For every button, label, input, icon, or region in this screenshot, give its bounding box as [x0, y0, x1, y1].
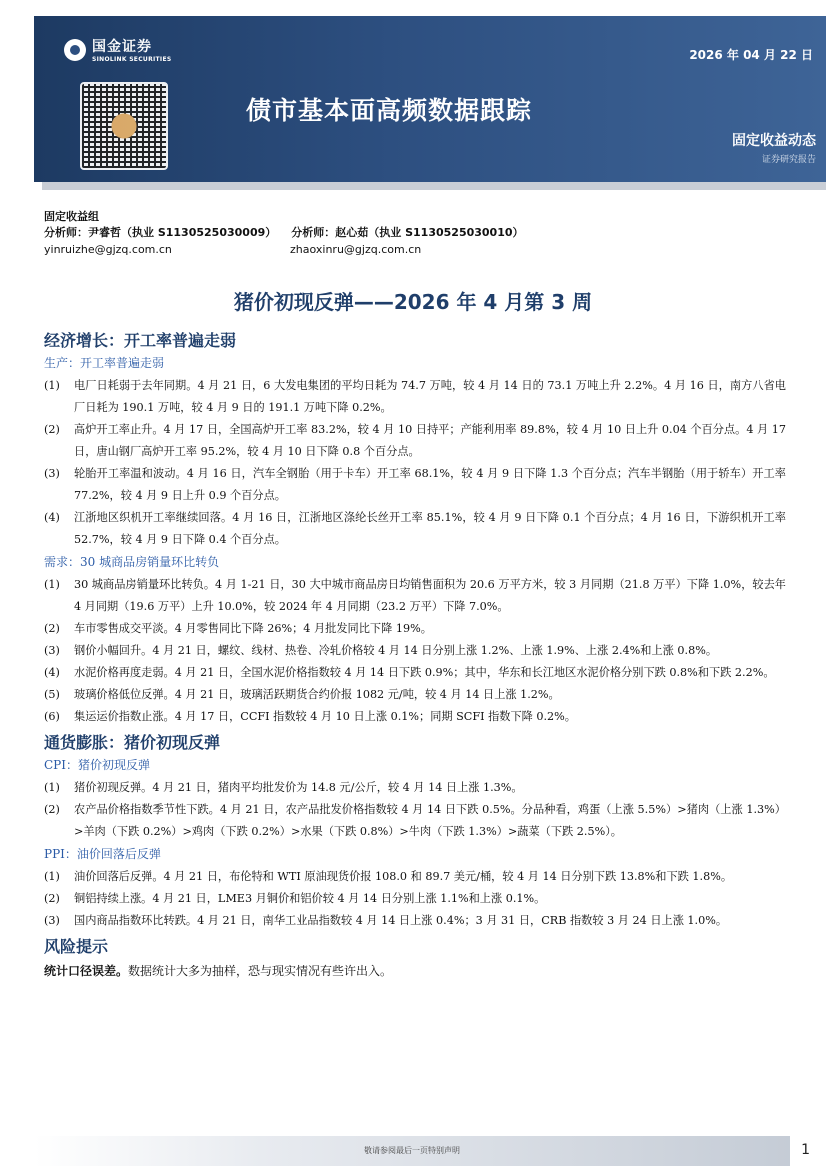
analyst1-email[interactable]: yinruizhe@gjzq.com.cn [44, 243, 172, 256]
company-logo [64, 36, 171, 63]
item-text: 油价回落后反弹。4 月 21 日，布伦特和 WTI 原油现货价报 108.0 和 89.7 美元/桶，较 4 月 14 日分别下跌 13.8%和下跌 1.8%。 [74, 870, 733, 883]
analyst1-name: 尹睿哲（执业 S1130525030009） [88, 226, 277, 239]
logo-icon [64, 39, 86, 61]
list-item [44, 507, 786, 551]
item-number: (5) [44, 688, 60, 701]
list-item [44, 888, 786, 910]
analyst-block [44, 209, 524, 241]
item-text: 钢价小幅回升。4 月 21 日，螺纹、线材、热卷、冷轧价格较 4 月 14 日分别上涨 1.2%、上涨 1.9%、上涨 2.4%和上涨 0.8%。 [74, 644, 718, 657]
item-number: (1) [44, 781, 60, 794]
list-item [44, 777, 786, 799]
section-heading-inflation: 通货膨胀：猪价初现反弹 [44, 733, 221, 752]
item-text: 玻璃价格低位反弹。4 月 21 日，玻璃活跃期货合约价报 1082 元/吨，较 4 月 14 日上涨 1.2%。 [74, 688, 560, 701]
subheading-demand: 需求：30 城商品房销量环比转负 [44, 555, 220, 569]
demand-list [44, 574, 786, 728]
item-text: 30 城商品房销量环比转负。4 月 1-21 日，30 大中城市商品房日均销售面积为 20.6 万平方米，较 3 月同期（21.8 万平）下降 1.0%，较去年 4 月同期（19.6 万平）上升 10.0%，较 2024 年 4 月同期（23.2 万平）下降 7.0%。 [74, 578, 786, 613]
item-number: (4) [44, 666, 60, 679]
page-number: 1 [801, 1142, 810, 1158]
footer-disclaimer[interactable]: 敬请参阅最后一页特别声明 [364, 1146, 460, 1155]
item-number: (1) [44, 870, 60, 883]
list-item [44, 684, 786, 706]
item-text: 集运运价指数止涨。4 月 17 日，CCFI 指数较 4 月 10 日上涨 0.1%；同期 SCFI 指数下降 0.2%。 [74, 710, 576, 723]
analyst2-name: 赵心茹（执业 S1130525030010） [335, 226, 524, 239]
item-number: (3) [44, 467, 60, 480]
page-title: 猪价初现反弹——2026 年 4 月第 3 周 [233, 290, 593, 314]
item-number: (2) [44, 892, 60, 905]
list-item [44, 662, 786, 684]
report-date: 2026 年 04 月 22 日 [689, 48, 813, 62]
analyst2-email[interactable]: zhaoxinru@gjzq.com.cn [290, 243, 422, 256]
item-number: (1) [44, 379, 60, 392]
item-text: 电厂日耗弱于去年同期。4 月 21 日，6 大发电集团的平均日耗为 74.7 万吨，较 4 月 14 日的 73.1 万吨上升 2.2%。4 月 16 日，南方八省电厂日耗为 190.1 万吨，较 4 月 9 日的 191.1 万吨下降 0.2%。 [74, 379, 786, 414]
list-item [44, 910, 786, 932]
list-item [44, 419, 786, 463]
list-item [44, 618, 786, 640]
subheading-cpi: CPI：猪价初现反弹 [44, 758, 150, 772]
item-text: 猪价初现反弹。4 月 21 日，猪肉平均批发价为 14.8 元/公斤，较 4 月 14 日上涨 1.3%。 [74, 781, 523, 794]
item-number: (4) [44, 511, 60, 524]
risk-bold: 统计口径误差。 [44, 964, 129, 978]
cpi-list [44, 777, 786, 843]
item-number: (1) [44, 578, 60, 591]
logo-en: SINOLINK SECURITIES [92, 56, 172, 63]
footer-bar [34, 1136, 790, 1166]
report-body [44, 326, 786, 982]
report-category: 证券研究报告 [761, 155, 816, 165]
item-number: (2) [44, 622, 60, 635]
report-type: 固定收益动态 [732, 133, 816, 149]
analyst1-label: 分析师： [44, 226, 88, 239]
subheading-ppi: PPI：油价回落后反弹 [44, 847, 161, 861]
list-item [44, 375, 786, 419]
qr-code-icon [80, 82, 168, 170]
item-text: 水泥价格再度走弱。4 月 21 日，全国水泥价格指数较 4 月 14 日下跌 0.9%；其中，华东和长江地区水泥价格分别下跌 0.8%和下跌 2.2%。 [74, 666, 775, 679]
item-number: (2) [44, 423, 60, 436]
item-text: 车市零售成交平淡。4 月零售同比下降 26%；4 月批发同比下降 19%。 [74, 622, 432, 635]
list-item [44, 463, 786, 507]
item-text: 农产品价格指数季节性下跌。4 月 21 日，农产品批发价格指数较 4 月 14 日下跌 0.5%。分品种看，鸡蛋（上涨 5.5%）>猪肉（上涨 1.3%）>羊肉（下跌 0.2%）>鸡肉（下跌 0.2%）>水果（下跌 0.8%）>牛肉（下跌 1.3%）>蔬菜（下跌 2.5%）。 [74, 803, 786, 838]
report-series-title: 债市基本面高频数据跟踪 [246, 96, 533, 125]
list-item [44, 706, 786, 728]
list-item [44, 799, 786, 843]
risk-paragraph [44, 960, 786, 982]
section-heading-risk: 风险提示 [44, 937, 109, 956]
item-text: 铜铝持续上涨。4 月 21 日，LME3 月铜价和铝价较 4 月 14 日分别上涨 1.1%和上涨 0.1%。 [74, 892, 546, 905]
item-text: 江浙地区织机开工率继续回落。4 月 16 日，江浙地区涤纶长丝开工率 85.1%，较 4 月 9 日下降 0.1 个百分点；4 月 16 日，下游织机开工率 52.7%，较 4 月 9 日下降 0.4 个百分点。 [74, 511, 786, 546]
list-item [44, 574, 786, 618]
list-item [44, 640, 786, 662]
item-text: 轮胎开工率温和波动。4 月 16 日，汽车全钢胎（用于卡车）开工率 68.1%，较 4 月 9 日下降 1.3 个百分点；汽车半钢胎（用于轿车）开工率 77.2%，较 4 月 9 日上升 0.9 个百分点。 [74, 467, 786, 502]
list-item [44, 866, 786, 888]
logo-cn: 国金证券 [92, 39, 152, 55]
risk-text: 数据统计大多为抽样，恐与现实情况有些许出入。 [128, 964, 393, 978]
ppi-list [44, 866, 786, 932]
analyst2-label: 分析师： [291, 226, 336, 239]
item-number: (2) [44, 803, 60, 816]
item-number: (6) [44, 710, 60, 723]
item-text: 高炉开工率止升。4 月 17 日，全国高炉开工率 83.2%，较 4 月 10 日持平；产能利用率 89.8%，较 4 月 10 日上升 0.04 个百分点。4 月 17 日，唐山钢厂高炉开工率 95.2%，较 4 月 10 日下降 0.8 个百分点。 [74, 423, 786, 458]
production-list [44, 375, 786, 551]
team-name: 固定收益组 [44, 210, 99, 223]
item-text: 国内商品指数环比转跌。4 月 21 日，南华工业品指数较 4 月 14 日上涨 0.4%；3 月 31 日，CRB 指数较 3 月 24 日上涨 1.0%。 [74, 914, 728, 927]
section-heading-growth: 经济增长：开工率普遍走弱 [44, 331, 237, 350]
item-number: (3) [44, 914, 60, 927]
item-number: (3) [44, 644, 60, 657]
subheading-production: 生产：开工率普遍走弱 [44, 356, 165, 370]
